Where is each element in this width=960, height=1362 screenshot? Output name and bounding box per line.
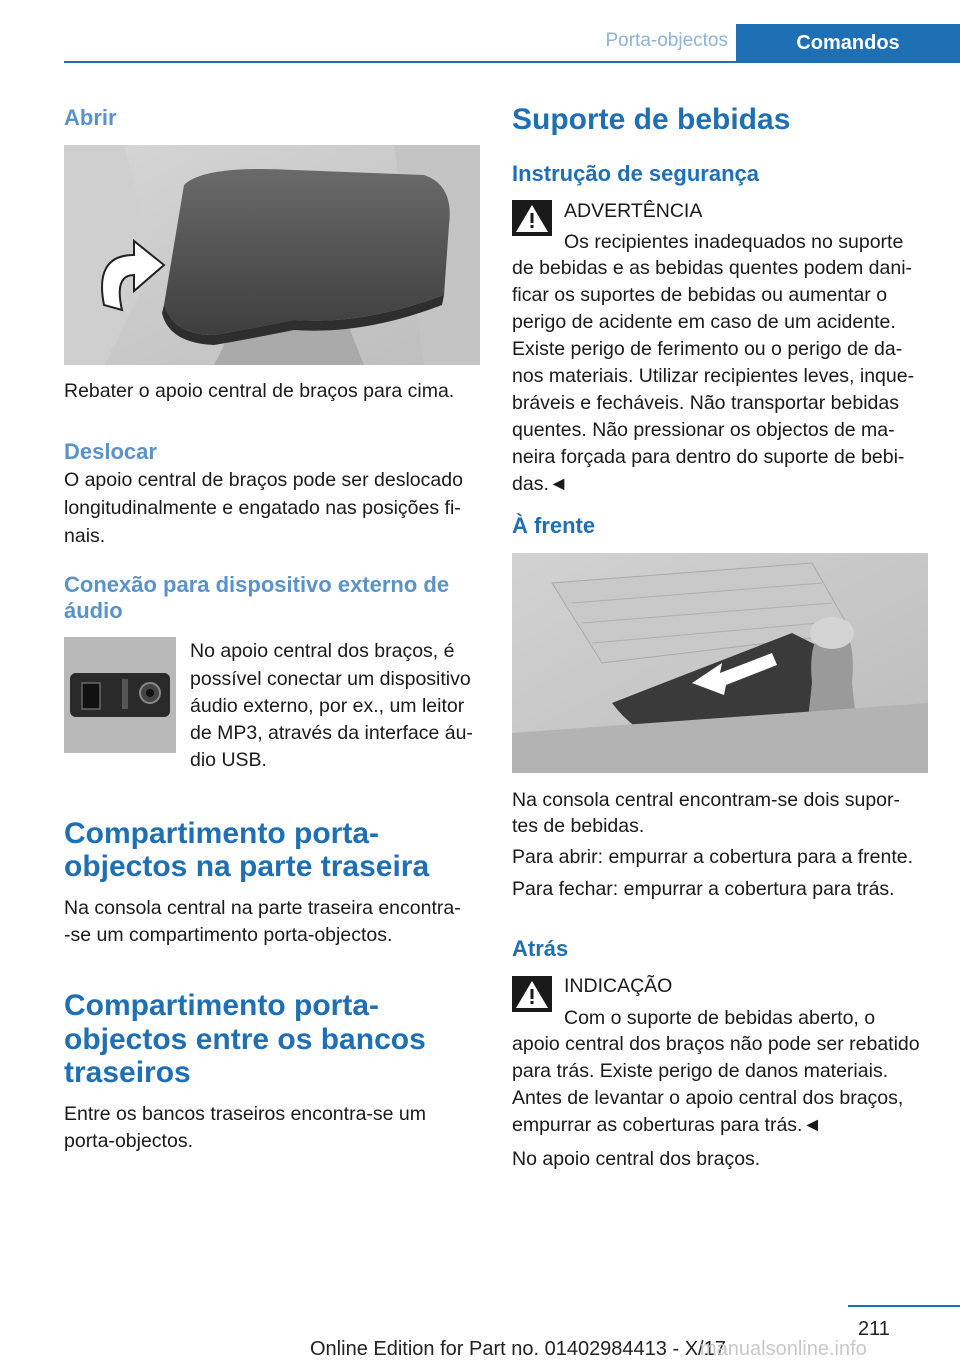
footer-watermark: manualsonline.info [700,1338,867,1360]
footer-rule [848,1305,960,1307]
header-rule [64,61,960,63]
warning-line: Os recipientes inadequados no suporte [564,231,904,253]
note-line: Com o suporte de bebidas aberto, o [564,1007,876,1029]
heading-instrucao-seguranca: Instrução de segurança [512,161,759,186]
warning-triangle-icon [512,200,552,236]
page-number: 211 [858,1318,890,1340]
conexao-text-line1: No apoio central dos braços, é [190,640,455,662]
heading-deslocar: Deslocar [64,439,157,464]
heading-conexao-line1: Conexão para dispositivo externo de [64,572,450,597]
frente-text-line2: tes de bebidas. [512,815,645,837]
frente-fechar-text: Para fechar: empurrar a cobertura para trás. [512,878,895,900]
note-line: Antes de levantar o apoio central dos braços, [512,1087,904,1109]
armrest-photo [64,145,480,365]
heading-comp-bancos-line3: traseiros [64,1056,191,1089]
heading-abrir: Abrir [64,105,117,130]
heading-conexao-line2: áudio [64,598,123,623]
warning-line: das.◄ [512,473,569,495]
conexao-text-line4: de MP3, através da interface áu- [190,722,473,744]
warning-title: ADVERTÊNCIA [564,200,703,222]
note-line: empurrar as coberturas para trás.◄ [512,1114,822,1136]
usb-port-photo [64,637,176,753]
warning-line: neira forçada para dentro do suporte de bebi- [512,446,905,468]
comp-bancos-text-line1: Entre os bancos traseiros encontra-se um [64,1103,427,1125]
conexao-text-line3: áudio externo, por ex., um leitor [190,695,465,717]
note-title: INDICAÇÃO [564,975,673,997]
heading-suporte-bebidas: Suporte de bebidas [512,103,791,136]
warning-line: de bebidas e as bebidas quentes podem dani- [512,257,913,279]
heading-frente: À frente [512,513,596,538]
conexao-text-line2: possível conectar um dispositivo [190,668,471,690]
frente-abrir-text: Para abrir: empurrar a cobertura para a frente. [512,846,914,868]
abrir-caption: Rebater o apoio central de braços para cima. [64,380,455,402]
warning-line: bráveis e fecháveis. Não transportar bebidas [512,392,899,414]
warning-line: Existe perigo de ferimento ou o perigo de da- [512,338,903,360]
warning-line: perigo de acidente em caso de um acidente. [512,311,896,333]
warning-triangle-icon [512,976,552,1012]
heading-atras: Atrás [512,936,569,961]
note-line: apoio central dos braços não pode ser rebatido [512,1033,920,1055]
warning-line: nos materiais. Utilizar recipientes leves, inque- [512,365,915,387]
heading-comp-bancos-line2: objectos entre os bancos [64,1023,426,1056]
atras-text: No apoio central dos braços. [512,1148,761,1170]
note-line: para trás. Existe perigo de danos materiais. [512,1060,889,1082]
heading-comp-traseira-line1: Compartimento porta- [64,817,379,850]
comp-traseira-text-line2: -se um compartimento porta-objectos. [64,924,393,946]
comp-bancos-text-line2: porta-objectos. [64,1130,193,1152]
cupholder-front-photo [512,553,928,773]
warning-line: ficar os suportes de bebidas ou aumentar o [512,284,888,306]
comp-traseira-text-line1: Na consola central na parte traseira encontra- [64,897,461,919]
heading-comp-bancos-line1: Compartimento porta- [64,989,379,1022]
deslocar-text: O apoio central de braços pode ser deslocado longitudinalmente e engatado nas posições finais. [64,469,463,547]
header-section-title: Porta-objectos [605,30,728,51]
heading-comp-traseira-line2: objectos na parte traseira [64,850,430,883]
conexao-text-line5: dio USB. [190,749,267,771]
footer-edition: Online Edition for Part no. 01402984413 - X/17 [310,1338,726,1360]
frente-text-line1: Na consola central encontram-se dois supor- [512,789,901,811]
warning-line: quentes. Não pressionar os objectos de ma- [512,419,895,441]
header-chapter-tab: Comandos [736,24,960,62]
